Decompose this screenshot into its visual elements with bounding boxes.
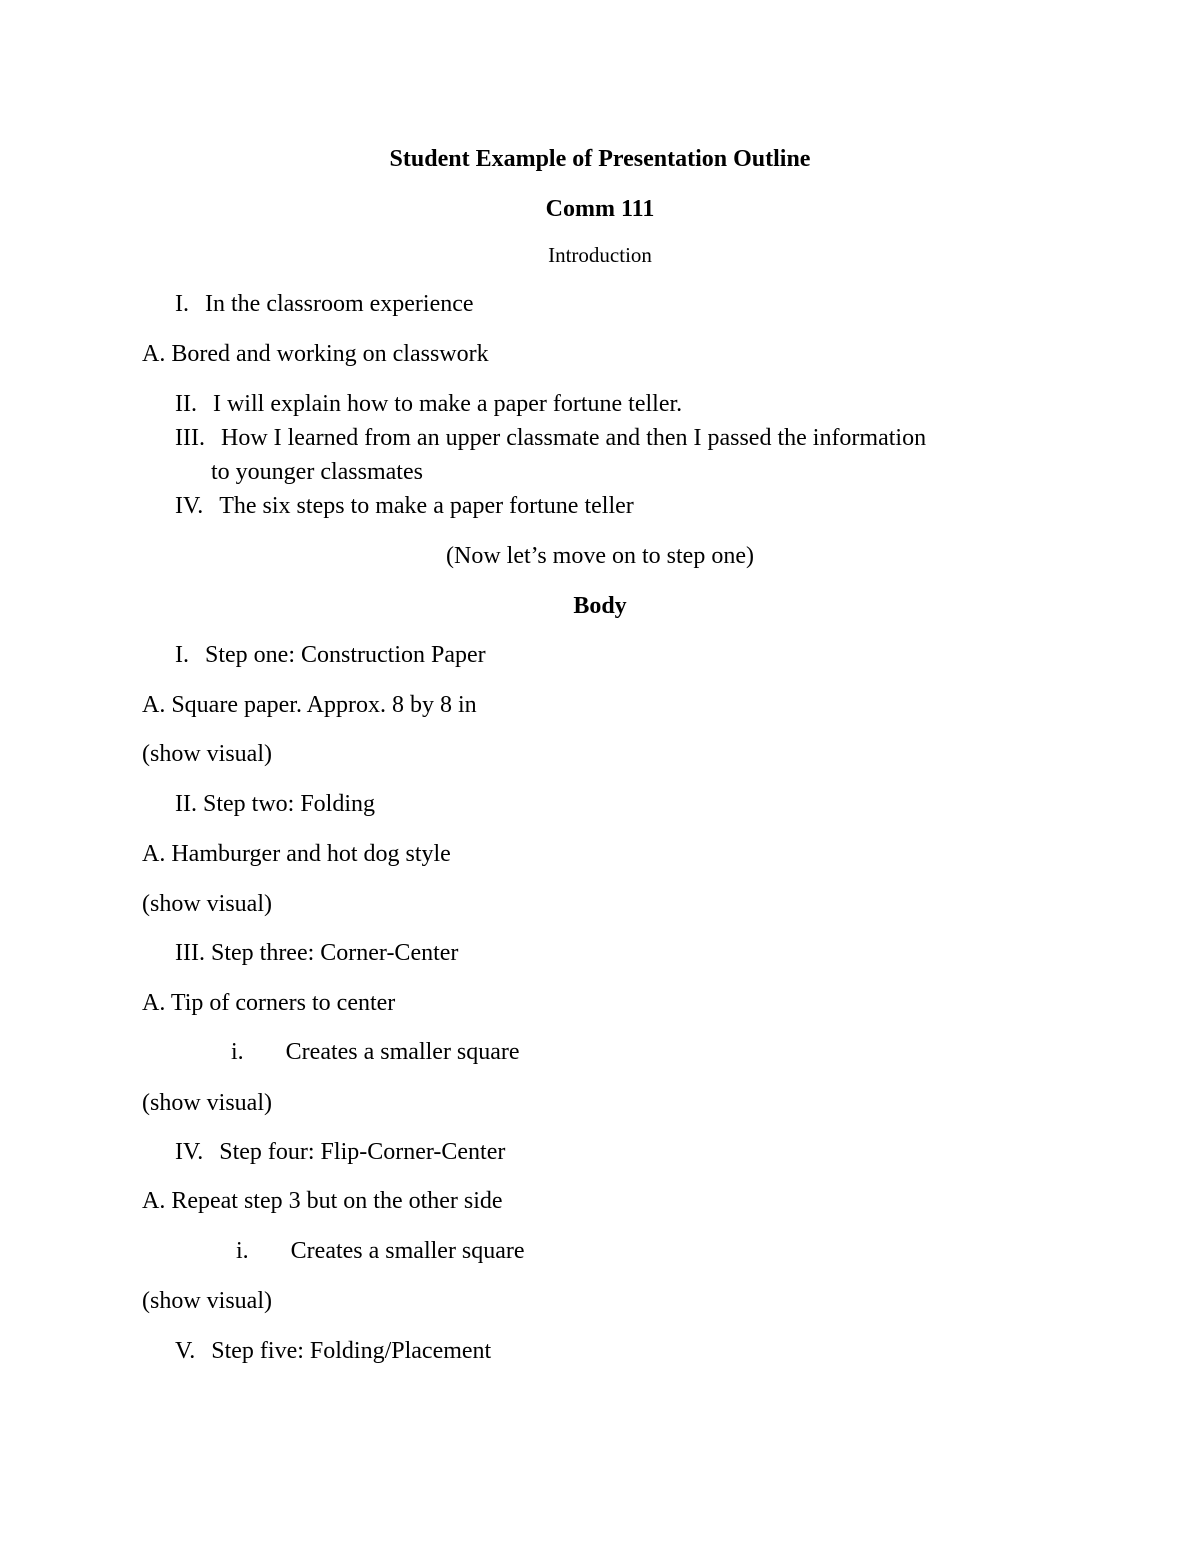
intro-point-3-number: III. xyxy=(175,425,205,451)
body-step-1-sub-a: A. Square paper. Approx. 8 by 8 in xyxy=(142,692,477,718)
body-step-2-visual-note: (show visual) xyxy=(142,891,272,917)
body-step-4-sub-i-text: Creates a smaller square xyxy=(290,1238,525,1264)
intro-point-1 xyxy=(175,292,474,316)
body-step-4-number: IV. xyxy=(175,1139,204,1165)
body-step-1-number: I. xyxy=(175,642,189,668)
body-step-5 xyxy=(175,1339,491,1363)
intro-point-1-sub-a: A. Bored and working on classwork xyxy=(142,341,489,367)
intro-point-2-number: II. xyxy=(175,391,197,417)
body-step-1-text: Step one: Construction Paper xyxy=(205,642,486,668)
intro-point-1-number: I. xyxy=(175,291,189,317)
intro-point-1-text: In the classroom experience xyxy=(205,291,474,317)
body-step-3: III. Step three: Corner-Center xyxy=(175,940,459,966)
transition-statement: (Now let’s move on to step one) xyxy=(446,543,754,569)
body-step-5-text: Step five: Folding/Placement xyxy=(211,1338,492,1364)
body-step-2-sub-a: A. Hamburger and hot dog style xyxy=(142,841,451,867)
body-step-4 xyxy=(175,1140,505,1164)
body-step-1-visual-note: (show visual) xyxy=(142,741,272,767)
course-name: Comm 111 xyxy=(545,196,655,222)
body-step-1 xyxy=(175,643,486,667)
document-title: Student Example of Presentation Outline xyxy=(389,146,811,172)
intro-point-4-number: IV. xyxy=(175,493,204,519)
intro-point-4-text: The six steps to make a paper fortune teller xyxy=(219,493,634,519)
intro-point-3-text-continued: to younger classmates xyxy=(211,459,423,485)
body-step-4-sub-i-number: i. xyxy=(236,1238,249,1264)
body-step-3-sub-i-text: Creates a smaller square xyxy=(285,1039,520,1065)
body-step-4-text: Step four: Flip-Corner-Center xyxy=(219,1139,506,1165)
intro-point-3 xyxy=(175,426,926,450)
body-step-3-visual-note: (show visual) xyxy=(142,1090,272,1116)
body-step-4-visual-note: (show visual) xyxy=(142,1288,272,1314)
intro-point-3-text: How I learned from an upper classmate and then I passed the information xyxy=(220,425,927,451)
body-heading: Body xyxy=(573,593,627,619)
body-step-4-sub-a: A. Repeat step 3 but on the other side xyxy=(142,1188,503,1214)
intro-point-2 xyxy=(175,392,682,416)
body-step-3-sub-i xyxy=(231,1040,520,1064)
body-step-3-sub-i-number: i. xyxy=(231,1039,244,1065)
body-step-4-sub-i xyxy=(236,1239,525,1263)
body-step-3-sub-a: A. Tip of corners to center xyxy=(142,990,396,1016)
body-step-2: II. Step two: Folding xyxy=(175,791,376,817)
intro-point-2-text: I will explain how to make a paper fortune teller. xyxy=(212,391,683,417)
introduction-heading: Introduction xyxy=(548,243,652,267)
intro-point-4 xyxy=(175,494,634,518)
body-step-5-number: V. xyxy=(175,1338,196,1364)
